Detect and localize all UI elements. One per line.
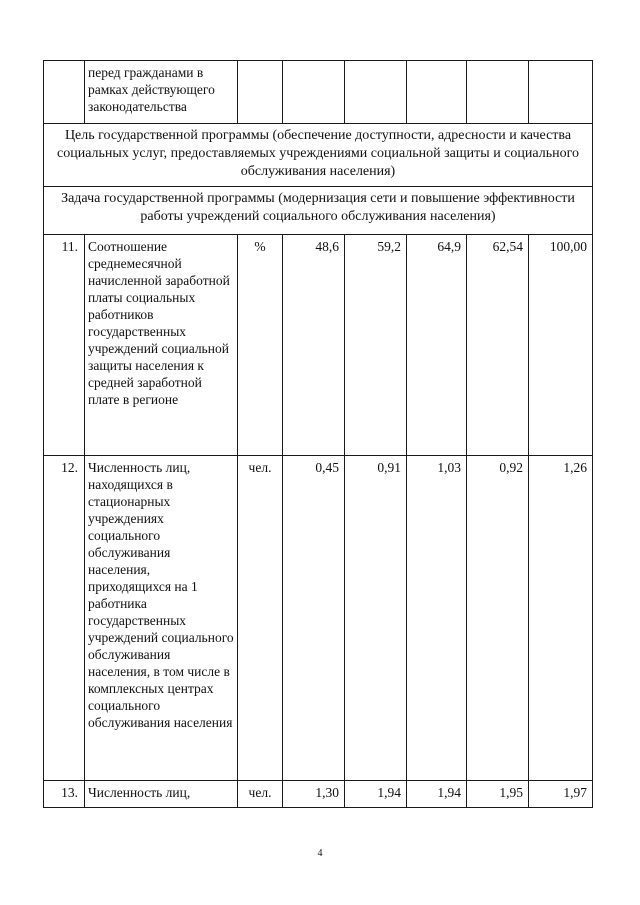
program-goal: Цель государственной программы (обеспечение доступности, адресности и качества социальных услуг, предоставляемых учреждениями социальной защиты и социального обслуживания населения) — [44, 124, 593, 187]
value-cell: 0,45 — [283, 456, 345, 781]
table-row — [44, 61, 593, 124]
unit-cell — [238, 61, 283, 124]
row-number: 12. — [44, 456, 85, 781]
indicator-name: Численность лиц, находящихся в стационарных учреждениях социального обслуживания населения, приходящихся на 1 работника государственных учреждений социального обслуживания населения, в том числе в комплексных центрах социального обслуживания населения — [85, 456, 238, 781]
value-cell: 0,91 — [345, 456, 407, 781]
value-cell: 1,94 — [407, 781, 467, 808]
table-row — [44, 456, 593, 781]
value-cell: 1,95 — [467, 781, 529, 808]
row-number: 13. — [44, 781, 85, 808]
unit-cell: чел. — [238, 781, 283, 808]
value-cell: 64,9 — [407, 235, 467, 456]
row-number: 11. — [44, 235, 85, 456]
value-cell — [467, 61, 529, 124]
value-cell — [283, 61, 345, 124]
value-cell: 1,03 — [407, 456, 467, 781]
unit-cell: % — [238, 235, 283, 456]
value-cell: 62,54 — [467, 235, 529, 456]
section-row — [44, 187, 593, 235]
value-cell: 1,26 — [529, 456, 593, 781]
indicator-name: Соотношение среднемесячной начисленной заработной платы социальных работников государственных учреждений социальной защиты населения к средней заработной плате в регионе — [85, 235, 238, 456]
value-cell: 48,6 — [283, 235, 345, 456]
row-number — [44, 61, 85, 124]
unit-cell: чел. — [238, 456, 283, 781]
section-row — [44, 124, 593, 187]
value-cell — [345, 61, 407, 124]
indicators-table — [43, 60, 593, 808]
page-number: 4 — [317, 848, 323, 859]
value-cell: 1,30 — [283, 781, 345, 808]
indicator-name: перед гражданами в рамках действующего законодательства — [85, 61, 238, 124]
table-row — [44, 235, 593, 456]
table-row — [44, 781, 593, 808]
value-cell — [529, 61, 593, 124]
value-cell: 100,00 — [529, 235, 593, 456]
value-cell: 1,94 — [345, 781, 407, 808]
indicator-name: Численность лиц, — [85, 781, 238, 808]
program-task: Задача государственной программы (модернизация сети и повышение эффективности работы учреждений социального обслуживания населения) — [44, 187, 593, 235]
value-cell: 59,2 — [345, 235, 407, 456]
value-cell — [407, 61, 467, 124]
value-cell: 0,92 — [467, 456, 529, 781]
value-cell: 1,97 — [529, 781, 593, 808]
